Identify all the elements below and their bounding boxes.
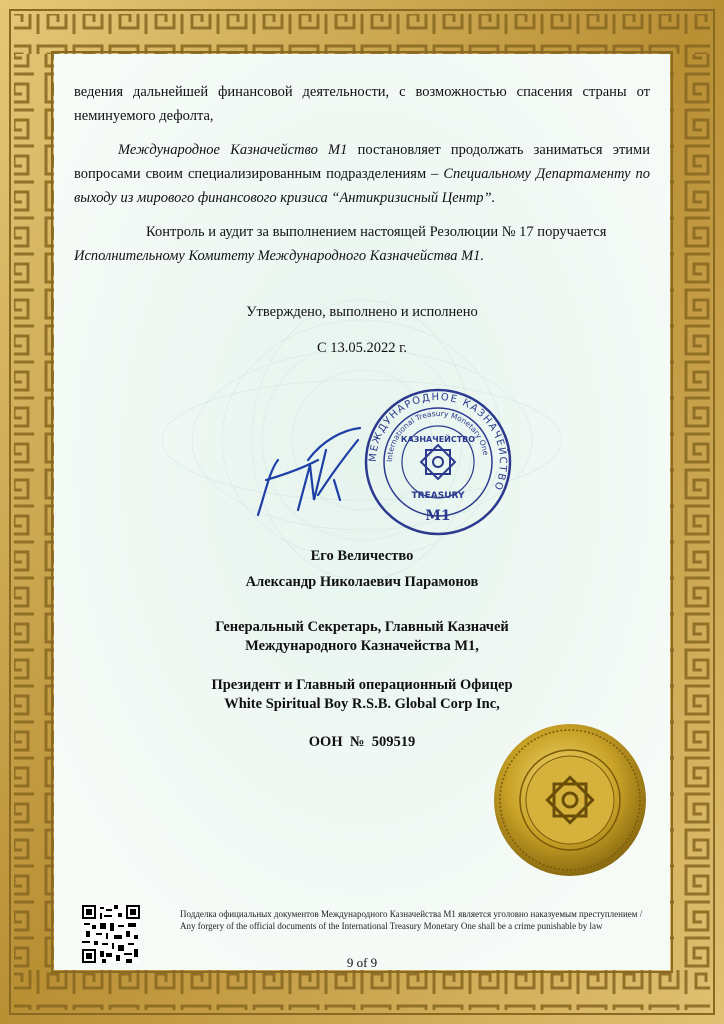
page-number: 9 of 9: [346, 955, 378, 970]
stamp-bottom-text: TREASURY: [411, 491, 465, 501]
role-2-line-2: White Spiritual Boy R.S.B. Global Corp Inc,: [224, 696, 500, 712]
signatory-name: Александр Николаевич Парамонов: [245, 574, 479, 590]
signatory-role-2: [0, 676, 724, 714]
paragraph-3-text: Контроль и аудит за выполнением настоящей Резолюции № 17 поручается: [146, 224, 607, 240]
paragraph-2-text: постановляет продолжать заниматься этими вопросами своим специализированным подразделениям –: [74, 142, 650, 182]
paragraph-2-department: Специальному Департаменту по выходу из мирового финансового кризиса “Антикризисный Центр”.: [74, 166, 651, 206]
paragraph-3: [74, 220, 650, 268]
paragraph-2-entity: Международное Казначейство М1: [118, 142, 348, 158]
paragraph-2: [74, 138, 650, 210]
paragraph-3-committee: Исполнительному Комитету Международного Казначейства М1.: [74, 248, 485, 264]
stamp-inner-text: International Treasury Monetary One: [384, 408, 491, 463]
role-1-line-2: Международного Казначейства М1,: [245, 638, 479, 654]
stamp-center-text: КАЗНАЧЕЙСТВО: [400, 435, 476, 444]
approval-date: С 13.05.2022 г.: [316, 340, 408, 356]
treasury-stamp: [362, 386, 514, 538]
signatory-role-1: [0, 618, 724, 656]
forgery-warning: Подделка официальных документов Международного Казначейства М1 является уголовно наказуемым преступлением / Any forgery of the official documents of the International Treasury Monetary One shall be a crime punishable by law: [180, 909, 643, 931]
role-2-line-1: Президент и Главный операционный Офицер: [211, 677, 513, 693]
star-emblem-icon: [421, 445, 455, 479]
un-number: ООН № 509519: [308, 734, 416, 750]
handwritten-signature: [248, 420, 368, 530]
paragraph-1: ведения дальнейшей финансовой деятельности, с возможностью спасения страны от неминуемого дефолта,: [74, 84, 650, 124]
approval-line: Утверждено, выполнено и исполнено: [246, 304, 478, 320]
signatory-title: Его Величество: [310, 548, 414, 564]
role-1-line-1: Генеральный Секретарь, Главный Казначей: [215, 619, 509, 635]
stamp-code: М1: [425, 508, 451, 524]
document-body: [74, 80, 650, 360]
gold-seal-icon: [492, 722, 648, 878]
stamp-outer-text: МЕЖДУНАРОДНОЕ КАЗНАЧЕЙСТВО: [367, 391, 509, 493]
